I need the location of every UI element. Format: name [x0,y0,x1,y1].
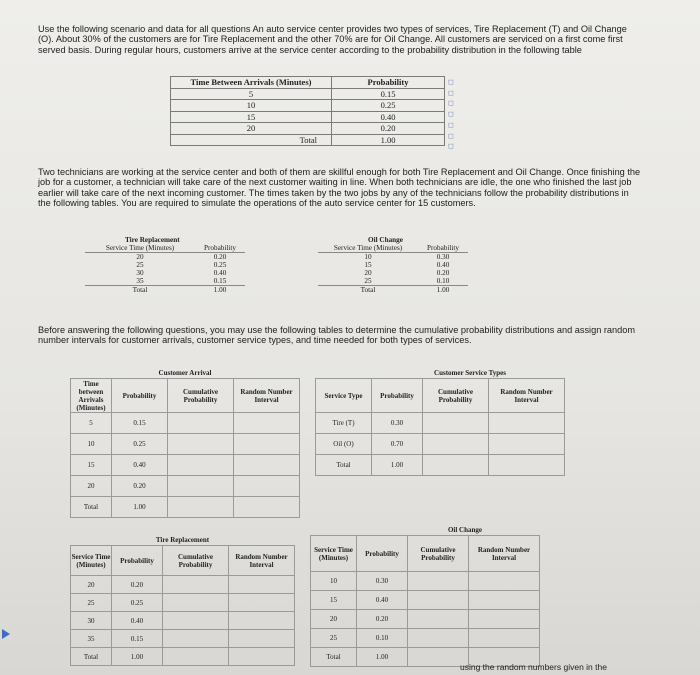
table-row [316,434,565,455]
tire-cum-header-prob: Probability [112,546,163,576]
table-cell: 0.40 [112,612,163,630]
table-cell: 15 [71,455,112,476]
cell-markers: ◻ ◻ ◻ ◻ ◻ ◻ ◻ [448,79,454,151]
oil-cum-header-time: Service Time (Minutes) [311,536,357,572]
table-row [318,261,468,269]
table-row [71,413,300,434]
random-interval-blank[interactable] [229,648,295,666]
oil-header-prob: Probability [427,244,459,252]
table-cell: 0.30 [436,253,450,261]
table-cell: 5 [171,88,332,100]
oil-table [318,236,468,294]
table-row [171,134,445,146]
table-cell: 0.25 [112,594,163,612]
cumulative-blank[interactable] [168,455,234,476]
table-cell: 25 [71,594,112,612]
total-label: Total [171,134,332,146]
table-cell: 10 [311,572,357,591]
table-cell: 20 [171,123,332,135]
total-label: Total [311,648,357,667]
third-paragraph: Before answering the following questions, you may use the following tables to determine the cumulative probability distributions and assign random number intervals for customer arrivals, customer service types, and time needed for both types of services. [38,325,636,346]
arrival-header-prob: Probability [112,379,168,413]
total-value: 1.00 [332,134,445,146]
tire-cumulative-table [70,535,295,666]
cumulative-blank[interactable] [423,455,489,476]
table-cell: 35 [71,630,112,648]
table-cell: 20 [71,476,112,497]
random-interval-blank[interactable] [234,434,300,455]
table-row [71,630,295,648]
table-row [311,629,540,648]
table-cell: 35 [136,277,144,285]
play-arrow-icon [2,629,10,639]
table-cell: 0.30 [357,572,408,591]
table-row [171,88,445,100]
tire-cum-header-time: Service Time (Minutes) [71,546,112,576]
service-header-type: Service Type [316,379,372,413]
table-cell: 0.40 [112,455,168,476]
table-row [85,286,245,295]
intro-paragraph: Use the following scenario and data for all questions An auto service center provides two types of services, Tire Replacement (T) and Oil Change (O). About 30% of the customers are for Tire Replacement and the other 70% are for Oil Change. All customers are serviced on a first come first served basis. During regular hours, customers arrive at the service center according to the probability distribution in the following table [38,24,627,55]
table-cell: 10 [171,100,332,112]
table-cell: 0.15 [112,630,163,648]
table-cell: 15 [171,111,332,123]
tire-header-prob: Probability [204,244,236,252]
cumulative-blank[interactable] [163,630,229,648]
table-cell: 0.15 [332,88,445,100]
table-cell: 0.70 [372,434,423,455]
total-value: 1.00 [112,497,168,518]
tire-table [85,236,245,294]
table-cell: 5 [71,413,112,434]
table-row [318,277,468,286]
table-cell: 0.15 [213,277,227,285]
table-cell: 20 [136,253,144,261]
table-cell: Oil (O) [316,434,372,455]
arrivals-header-prob: Probability [332,77,445,89]
total-label: Total [71,497,112,518]
oil-cumulative-table [310,525,540,667]
cut-off-text: using the random numbers given in the [460,662,607,672]
table-row [316,413,565,434]
table-cell: 15 [364,261,372,269]
random-interval-blank[interactable] [234,497,300,518]
table-cell: 25 [311,629,357,648]
cumulative-blank[interactable] [408,610,469,629]
cumulative-blank[interactable] [163,594,229,612]
total-value: 1.00 [195,286,245,295]
random-interval-blank[interactable] [489,413,565,434]
table-row [71,497,300,518]
table-row [171,123,445,135]
arrival-header-cum: Cumulative Probability [168,379,234,413]
table-cell: 0.40 [213,269,227,277]
arrival-header-rand: Random Number Interval [234,379,300,413]
tire-cum-title: Tire Replacement [155,536,210,544]
table-cell: 0.20 [112,476,168,497]
table-row [311,572,540,591]
table-cell: Tire (T) [316,413,372,434]
cumulative-blank[interactable] [423,434,489,455]
table-row [71,612,295,630]
random-interval-blank[interactable] [229,612,295,630]
random-interval-blank[interactable] [469,629,540,648]
table-row [71,576,295,594]
second-paragraph: Two technicians are working at the service center and both of them are skillful enough for both Tire Replacement and Oil Change. Once finishing the job for a customer, a technician will take care of the next customer waiting in line. When both technicians are idle, the one who finished the last job earlier will take care of the next incoming customer. The times taken by the two jobs by any of the technicians follow the probability distributions in the following tables. You are required to simulate the operations of the auto service center for 15 customers. [38,167,641,208]
oil-cum-title: Oil Change [447,526,483,534]
service-types-table [315,368,565,476]
random-interval-blank[interactable] [469,591,540,610]
arrivals-table [170,76,445,146]
cumulative-blank[interactable] [168,413,234,434]
total-value: 1.00 [112,648,163,666]
service-header-prob: Probability [372,379,423,413]
cumulative-blank[interactable] [163,648,229,666]
random-interval-blank[interactable] [229,594,295,612]
table-row [311,591,540,610]
random-interval-blank[interactable] [489,455,565,476]
oil-table-title: Oil Change [368,236,403,244]
random-interval-blank[interactable] [469,610,540,629]
table-row [85,277,245,286]
table-row [71,594,295,612]
cumulative-blank[interactable] [163,612,229,630]
cumulative-blank[interactable] [163,576,229,594]
tire-table-title: Tire Replacement [125,236,180,244]
arrivals-header-time: Time Between Arrivals (Minutes) [171,77,332,89]
random-interval-blank[interactable] [229,576,295,594]
table-cell: 0.10 [436,277,450,285]
cumulative-blank[interactable] [168,476,234,497]
total-value: 1.00 [357,648,408,667]
table-cell: 0.40 [357,591,408,610]
table-cell: 0.20 [332,123,445,135]
random-interval-blank[interactable] [234,476,300,497]
table-cell: 0.20 [213,253,227,261]
table-cell: 0.40 [332,111,445,123]
total-label: Total [71,648,112,666]
cumulative-blank[interactable] [423,413,489,434]
table-row [71,648,295,666]
table-row [311,610,540,629]
tire-cum-header-cum: Cumulative Probability [163,546,229,576]
table-cell: 0.25 [332,100,445,112]
random-interval-blank[interactable] [489,434,565,455]
table-cell: 0.25 [213,261,227,269]
oil-header-time: Service Time (Minutes) [333,244,403,252]
table-cell: 30 [71,612,112,630]
random-interval-blank[interactable] [229,630,295,648]
table-cell: 20 [311,610,357,629]
table-cell: 10 [364,253,372,261]
cumulative-blank[interactable] [168,434,234,455]
table-row [318,269,468,277]
table-cell: 0.30 [372,413,423,434]
table-cell: 20 [364,269,372,277]
table-row [71,434,300,455]
table-row [71,476,300,497]
cumulative-blank[interactable] [168,497,234,518]
total-value: 1.00 [372,455,423,476]
cumulative-blank[interactable] [408,629,469,648]
service-header-rand: Random Number Interval [489,379,565,413]
cumulative-blank[interactable] [408,572,469,591]
table-row [85,253,245,262]
oil-cum-header-prob: Probability [357,536,408,572]
table-cell: 20 [71,576,112,594]
table-cell: 0.20 [436,269,450,277]
oil-cum-header-cum: Cumulative Probability [408,536,469,572]
service-types-title: Customer Service Types [434,369,506,377]
total-label: Total [316,455,372,476]
table-cell: 0.40 [436,261,450,269]
table-cell: 0.20 [112,576,163,594]
total-value: 1.00 [418,286,468,295]
table-row [318,286,468,295]
oil-cum-header-rand: Random Number Interval [469,536,540,572]
table-cell: 0.10 [357,629,408,648]
table-row [171,100,445,112]
table-row [171,111,445,123]
customer-arrival-title: Customer Arrival [158,369,212,377]
table-row [85,269,245,277]
table-cell: 10 [71,434,112,455]
customer-arrival-table [70,368,300,518]
arrival-header-time: Time between Arrivals (Minutes) [71,379,112,413]
table-cell: 30 [136,269,144,277]
table-cell: 25 [364,277,372,285]
table-row [85,261,245,269]
table-cell: 0.25 [112,434,168,455]
total-label: Total [318,286,418,295]
table-cell: 15 [311,591,357,610]
total-label: Total [85,286,195,295]
table-row [71,455,300,476]
random-interval-blank[interactable] [234,413,300,434]
table-row [318,253,468,262]
table-row [316,455,565,476]
service-header-cum: Cumulative Probability [423,379,489,413]
table-cell: 25 [136,261,144,269]
tire-header-time: Service Time (Minutes) [105,244,175,252]
tire-cum-header-rand: Random Number Interval [229,546,295,576]
cumulative-blank[interactable] [408,591,469,610]
random-interval-blank[interactable] [234,455,300,476]
table-cell: 0.20 [357,610,408,629]
table-cell: 0.15 [112,413,168,434]
random-interval-blank[interactable] [469,572,540,591]
